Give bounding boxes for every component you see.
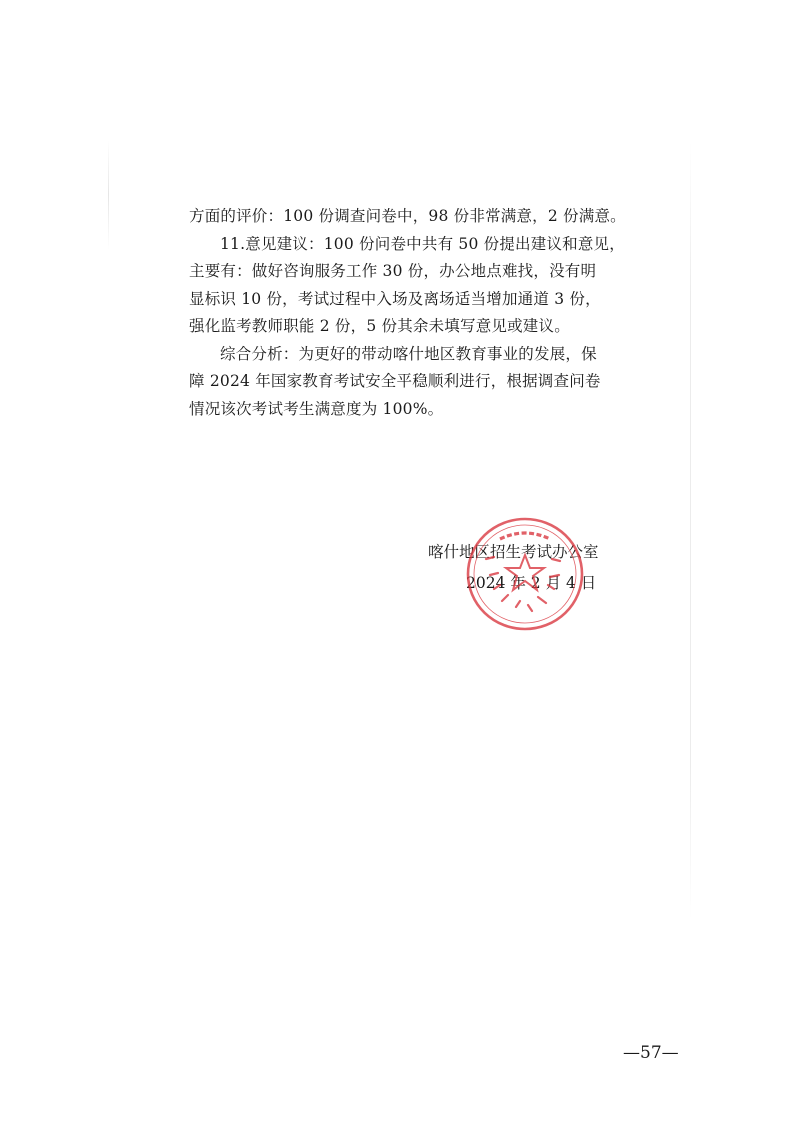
paragraph-line: 情况该次考试考生满意度为 100%。: [189, 399, 444, 418]
paragraph-line: 方面的评价：100 份调查问卷中，98 份非常满意，2 份满意。: [189, 207, 626, 225]
paragraph-line: 主要有：做好咨询服务工作 30 份，办公地点难找，没有明: [189, 262, 597, 280]
paragraph-line: 显标识 10 份，考试过程中入场及离场适当增加通道 3 份，: [189, 289, 601, 308]
paragraph-line: 强化监考教师职能 2 份，5 份其余未填写意见或建议。: [189, 317, 570, 335]
paragraph-line: 障 2024 年国家教育考试安全平稳顺利进行，根据调查问卷: [189, 372, 601, 390]
scan-edge-mark: [690, 140, 691, 920]
scan-edge-mark: [108, 140, 109, 250]
issue-date: 2024 年 2 月 4 日: [466, 574, 597, 592]
document-body: [189, 203, 626, 423]
paragraph-line: 11.意见建议：100 份问卷中共有 50 份提出建议和意见，: [220, 234, 625, 253]
issuing-organization: 喀什地区招生考试办公室: [428, 543, 599, 561]
page-number: —57—: [623, 1043, 679, 1063]
official-seal-stamp: [464, 515, 586, 633]
paragraph-line: 综合分析：为更好的带动喀什地区教育事业的发展，保: [220, 344, 597, 363]
